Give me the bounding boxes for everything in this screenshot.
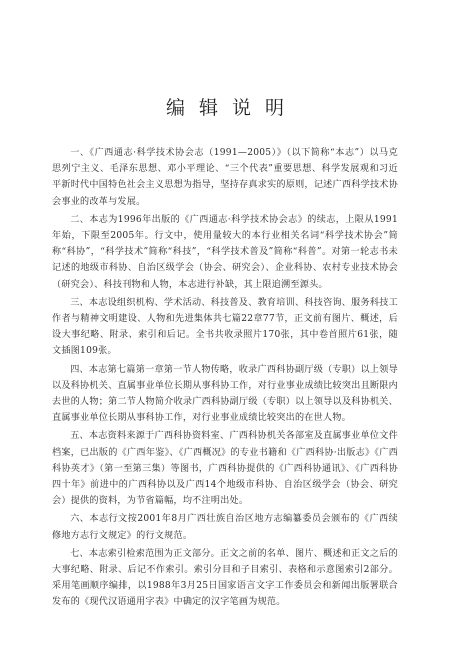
page-title: 编辑说明 [165, 97, 298, 119]
paragraph-6: 六、本志行文按2001年8月广西壮族自治区地方志编纂委员会颁布的《广西续修地方志行文规定》的行文规范。 [52, 514, 398, 541]
paragraph-1: 一、《广西通志·科学技术协会志（1991—2005）》（以下简称“本志”）以马克思列宁主义、毛泽东思想、邓小平理论、“三个代表”重要思想、科学发展观和习近平新时代中国特色社会主义思想为指导，坚持存真求实的原则，记述广西科学技术协会事业的改革与发展。 [52, 148, 398, 207]
paragraph-7: 七、本志索引检索范围为正文部分。正文之前的名单、图片、概述和正文之后的大事纪略、附录、后记不作索引。索引分目和子目索引、表格和示意图索引2部分。采用笔画顺序编排，以1988年3月25日国家语言文字工作委员会和新闻出版署联合发布的《现代汉语通用字表》中确定的汉字笔画为规范。 [52, 548, 398, 608]
paragraph-5: 五、本志资料来源于广西科协资料室、广西科协机关各部室及直属事业单位文件档案，已出版的《广西年鉴》、《广西概况》的专业书籍和《广西科协·出版志》《广西科协英才》（第一至第三集）等图书，广西科协提供的《广西科协通讯》、《广西科协四十年》前进中的广西科协以及广西14个地级市科协、自治区级学会（协会、研究会）提供的资料，为节省篇幅，均不注明出处。 [52, 431, 398, 507]
paragraph-2: 二、本志为1996年出版的《广西通志·科学技术协会志》的续志，上限从1991年始，下限至2005年。行文中，使用量较大的本行业相关名词“科学技术协会”简称“科协”，“科学技术”简称“科技”，“科学技术普及”简称“科普”。对第一轮志书未记述的地级市科协、自治区级学会（协会、研究会）、企业科协、农村专业技术协会（研究会）、科技刊物和人物，本志进行补缺，其上限追溯至源头。 [52, 214, 398, 290]
paragraph-4: 四、本志第七篇第一章第一节人物传略，收录广西科协副厅级（专职）以上领导以及科协机关、直属事业单位长期从事科协工作，对行业事业成绩比较突出且断限内去世的人物；第二节人物简介收录广西科协副厅级（专职）以上领导以及科协机关、直属事业单位长期从事科协工作，对行业事业成绩比较突出的在世人物。 [52, 364, 398, 424]
paragraph-3: 三、本志设组织机构、学术活动、科技普及、教育培训、科技咨询、服务科技工作者与精神文明建设、人物和先进集体共七篇22章77节，正文前有图片、概述，后设大事纪略、附录、索引和后记。全书共收录照片170张，其中卷首照片61张，随文插图109张。 [52, 297, 398, 357]
